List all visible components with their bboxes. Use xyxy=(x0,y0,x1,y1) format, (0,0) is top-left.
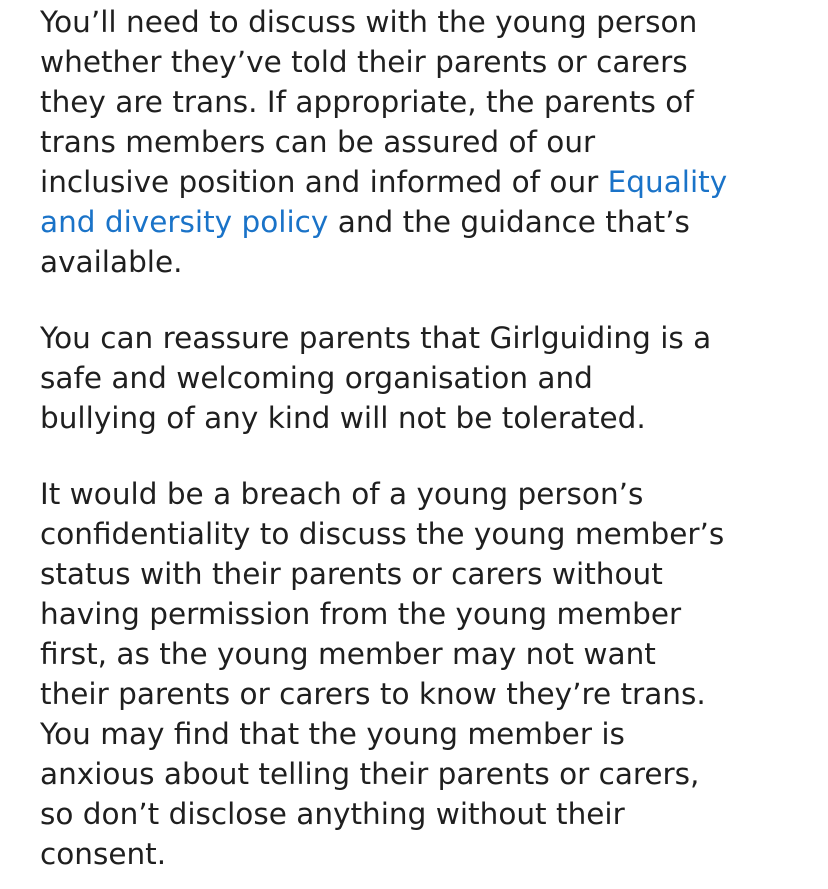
text-line: It would be a breach of a young person’s xyxy=(40,477,644,511)
paragraph-confidentiality xyxy=(40,474,800,874)
text-line: whether they’ve told their parents or carers xyxy=(40,45,688,79)
paragraph-reassure-parents xyxy=(40,318,800,438)
text-line-with-link xyxy=(40,202,800,242)
text-line: having permission from the young member xyxy=(40,597,682,631)
article-body xyxy=(40,2,800,874)
equality-diversity-policy-link[interactable]: Equality xyxy=(607,165,728,199)
paragraph-discuss-with-young-person xyxy=(40,2,800,282)
equality-diversity-policy-link-continued[interactable]: and diversity policy xyxy=(40,205,329,239)
text-line: bullying of any kind will not be tolerated. xyxy=(40,401,646,435)
text-line-with-link xyxy=(40,162,800,202)
text-line: they are trans. If appropriate, the parents of xyxy=(40,85,694,119)
text-line: trans members can be assured of our xyxy=(40,125,596,159)
text-line: confidentiality to discuss the young member’s xyxy=(40,517,725,551)
text-line: their parents or carers to know they’re trans. xyxy=(40,677,706,711)
text-line: You may find that the young member is xyxy=(40,717,625,751)
text-line: available. xyxy=(40,245,183,279)
text-line: anxious about telling their parents or carers, xyxy=(40,757,700,791)
text-segment: inclusive position and informed of our xyxy=(40,165,608,199)
text-line: status with their parents or carers without xyxy=(40,557,663,591)
text-line: consent. xyxy=(40,837,167,871)
text-line: You’ll need to discuss with the young person xyxy=(40,5,698,39)
text-line: first, as the young member may not want xyxy=(40,637,656,671)
text-line: so don’t disclose anything without their xyxy=(40,797,625,831)
text-line: You can reassure parents that Girlguiding is a xyxy=(40,321,712,355)
text-line: safe and welcoming organisation and xyxy=(40,361,593,395)
text-segment: and the guidance that’s xyxy=(328,205,690,239)
